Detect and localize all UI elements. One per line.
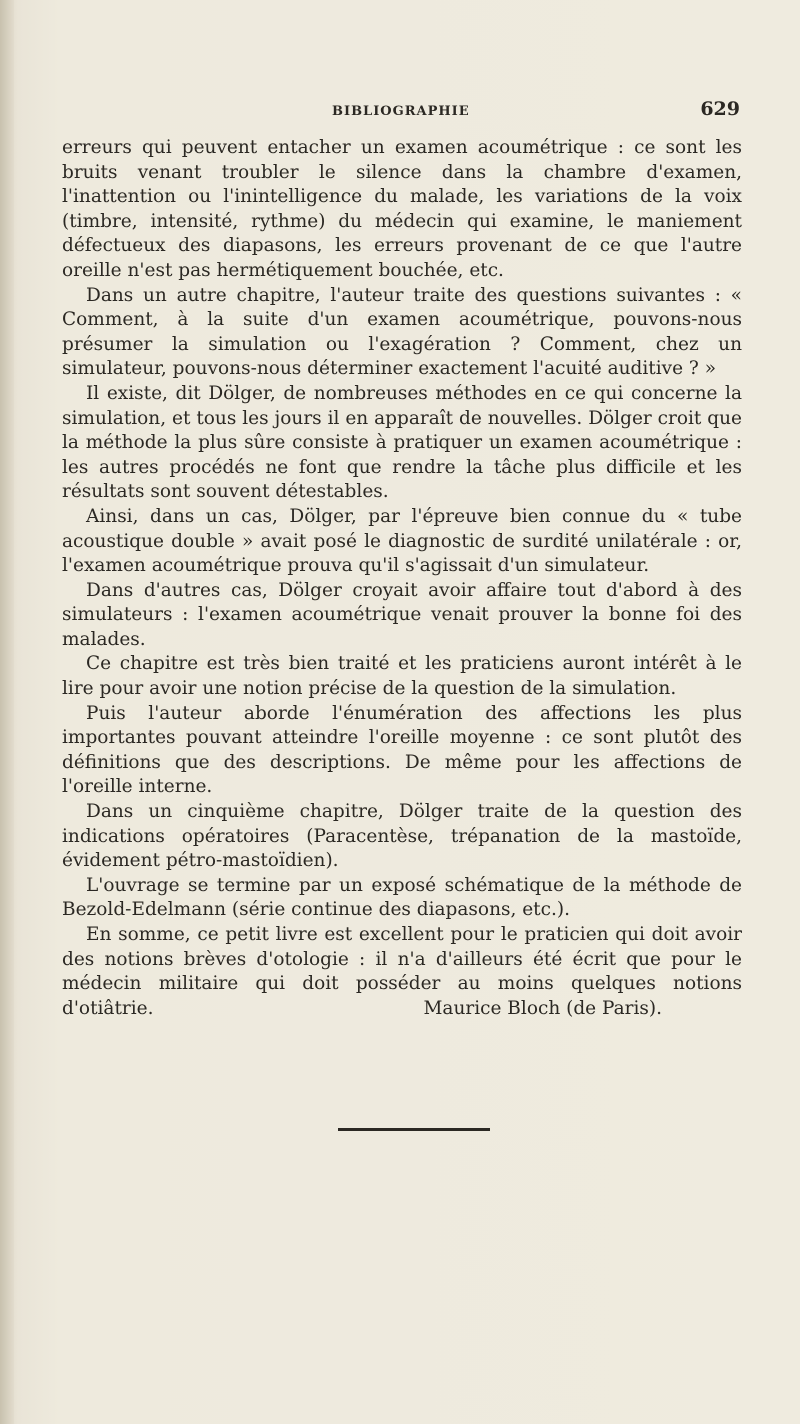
page-binding-edge — [0, 0, 14, 1424]
paragraph: En somme, ce petit livre est excellent pour le praticien qui doit avoir des notions brèves d'otologie : il n'a d'ailleurs été écrit que pour le médecin militaire qui doit posséder au moins quelques notions d'otiâtrie. — [62, 924, 742, 1019]
paragraph: Puis l'auteur aborde l'énumération des affections les plus importantes pouvant atteindre l'oreille moyenne : ce sont plutôt des définitions que des descriptions. De même pour les affections de l'oreille interne. — [62, 702, 742, 798]
section-divider — [338, 1128, 490, 1131]
paragraph: Dans un cinquième chapitre, Dölger traite de la question des indications opératoires (Paracentèse, trépanation de la mastoïde, évidement pétro-mastoïdien). — [62, 801, 742, 872]
paragraph: Dans un autre chapitre, l'auteur traite des questions suivantes : « Comment, à la suite d'un examen acoumétrique, pouvons-nous présumer la simulation ou l'exagération ? Comment, chez un simulateur, pouvons-nous déterminer exactement l'acuité auditive ? » — [62, 284, 742, 380]
page-number: 629 — [700, 98, 740, 120]
author-signature: Maurice Bloch (de Paris). — [423, 997, 662, 1019]
paragraph: Il existe, dit Dölger, de nombreuses méthodes en ce qui concerne la simulation, et tous les jours il en apparaît de nouvelles. Dölger croit que la méthode la plus sûre consiste à pratiquer un examen acoumétrique : les autres procédés ne font que rendre la tâche plus difficile et les résultats sont souvent détestables. — [62, 382, 742, 503]
running-title: BIBLIOGRAPHIE — [332, 104, 470, 119]
body-text — [62, 136, 742, 1021]
paragraph: Ainsi, dans un cas, Dölger, par l'épreuve bien connue du « tube acoustique double » avait posé le diagnostic de surdité unilatérale : or, l'examen acoumétrique prouva qu'il s'agissait d'un simulateur. — [62, 505, 742, 577]
paragraph: Ce chapitre est très bien traité et les praticiens auront intérêt à le lire pour avoir une notion précise de la question de la simulation. — [62, 653, 742, 700]
paragraph: L'ouvrage se termine par un exposé schématique de la méthode de Bezold-Edelmann (série continue des diapasons, etc.). — [62, 874, 742, 921]
paragraph: erreurs qui peuvent entacher un examen acoumétrique : ce sont les bruits venant troubler le silence dans la chambre d'examen, l'inattention ou l'inintelligence du malade, les variations de la voix (timbre, intensité, rythme) du médecin qui examine, le maniement défectueux des diapasons, les erreurs provenant de ce que l'autre oreille n'est pas hermétiquement bouchée, etc. — [62, 137, 742, 281]
page-header — [62, 98, 742, 128]
paragraph: Dans d'autres cas, Dölger croyait avoir affaire tout d'abord à des simulateurs : l'examen acoumétrique venait prouver la bonne foi des malades. — [62, 579, 742, 650]
